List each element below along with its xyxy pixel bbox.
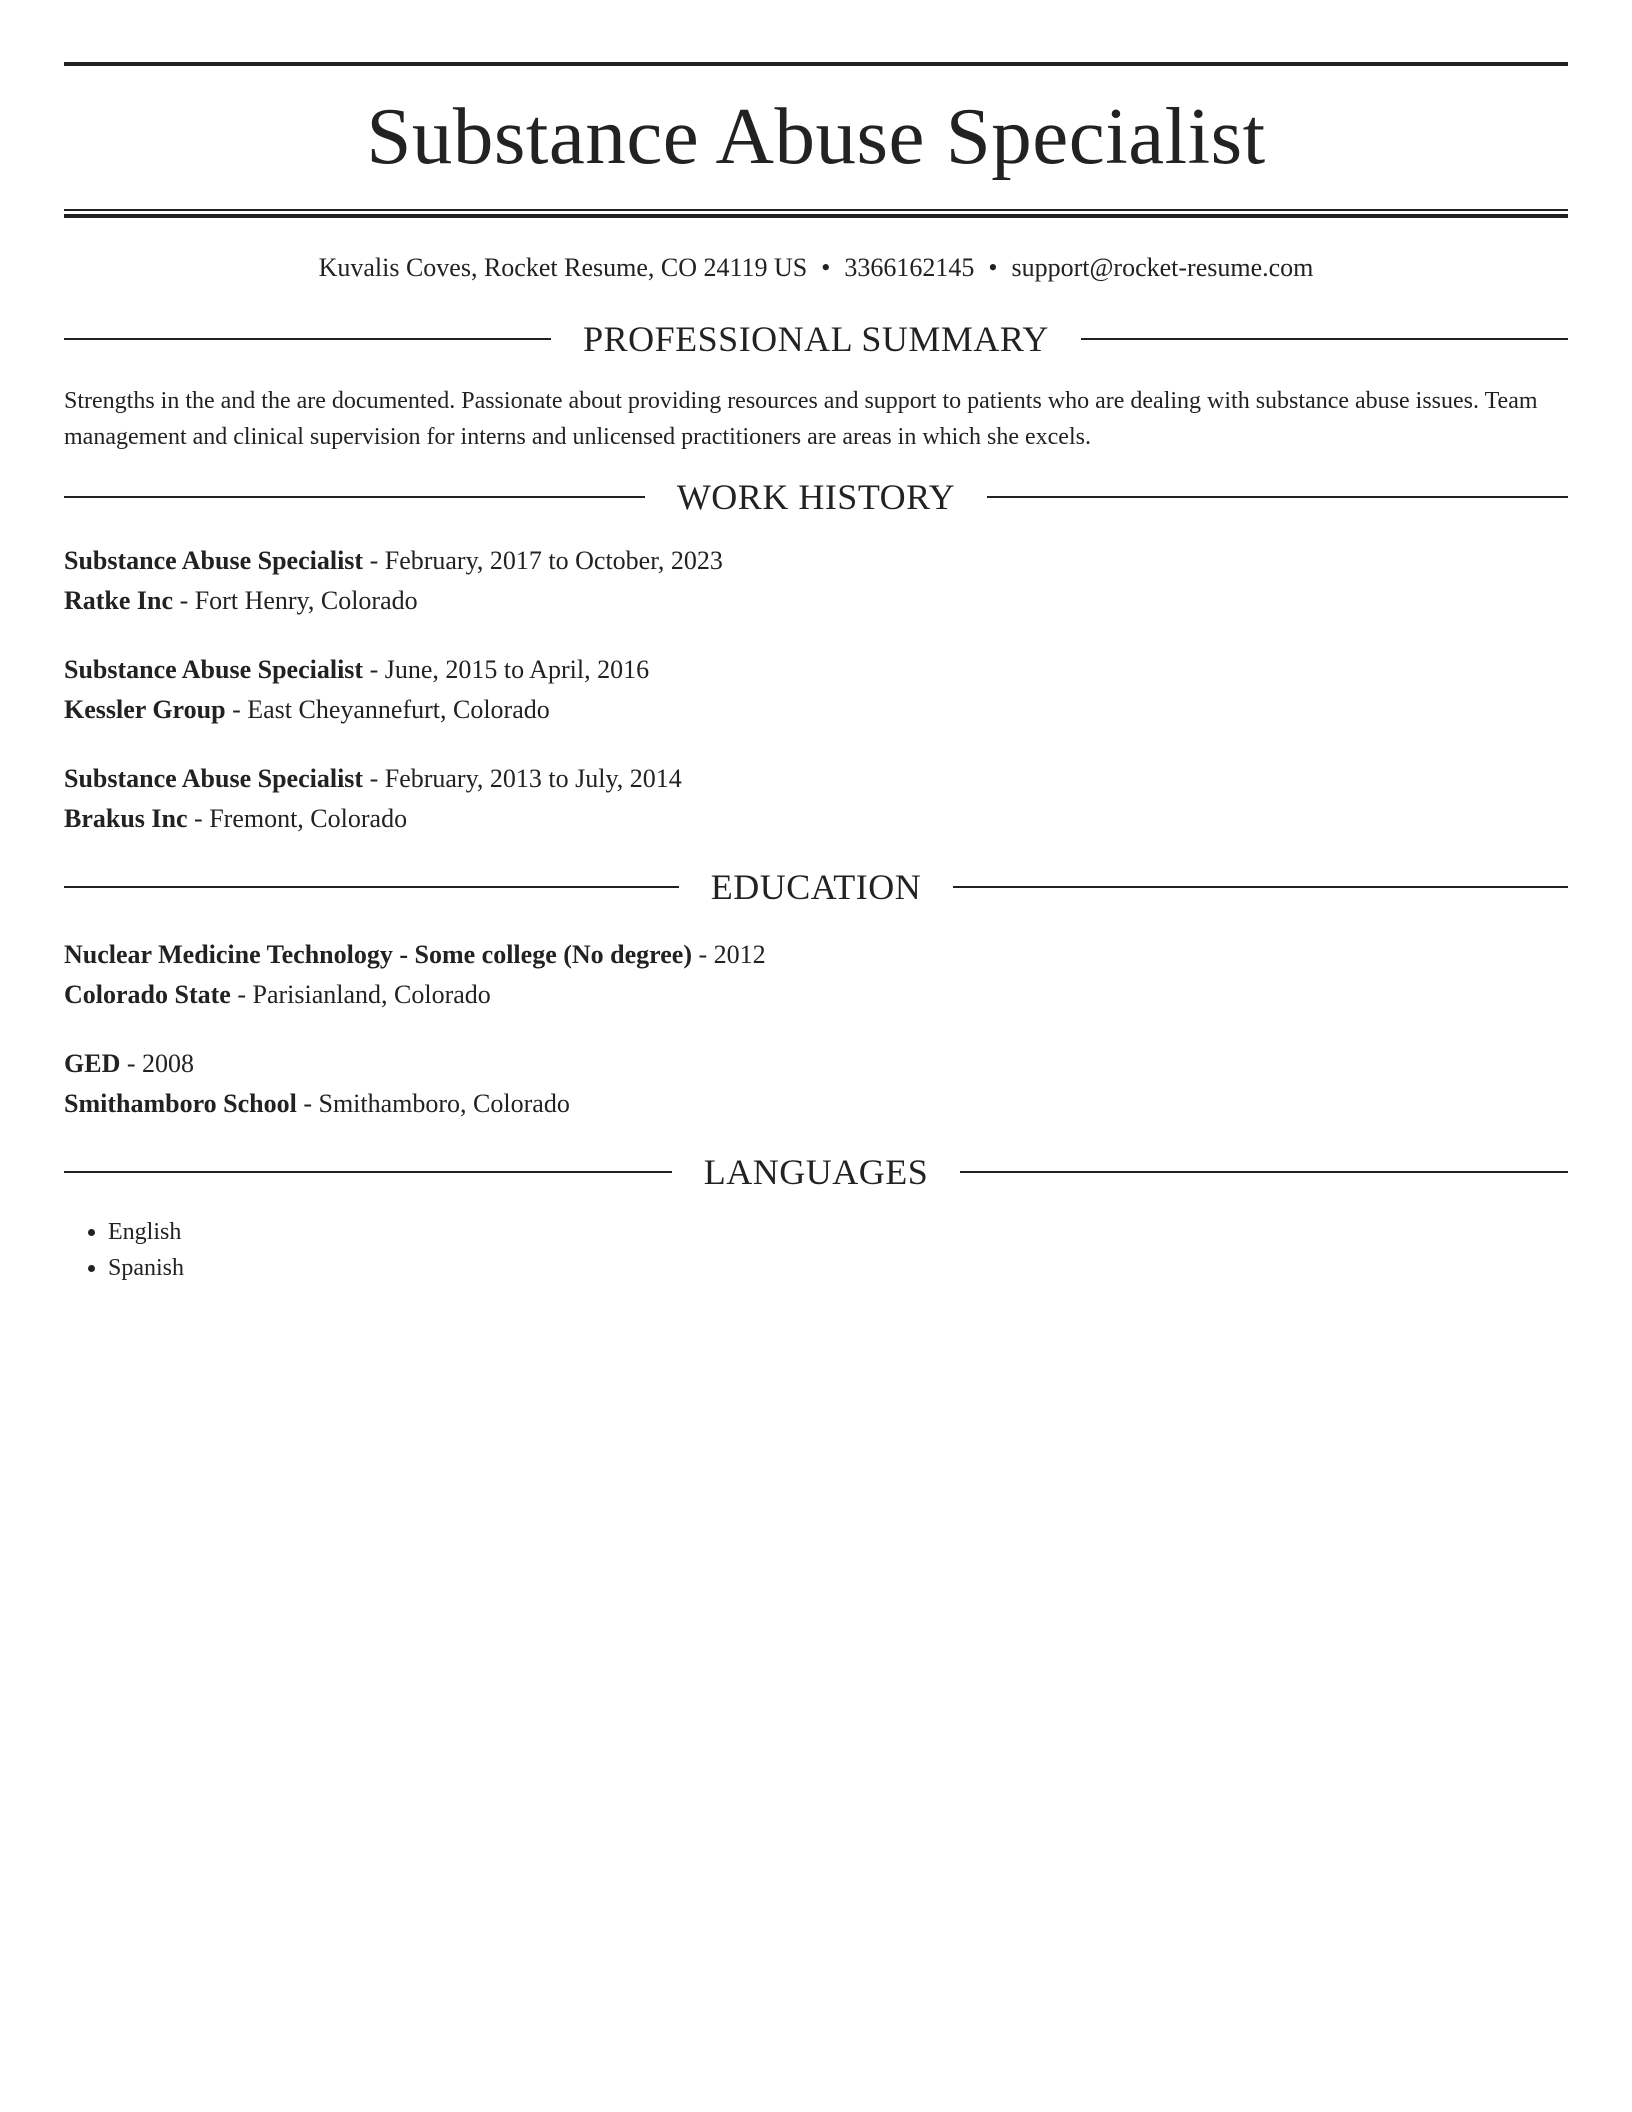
work-dates: - June, 2015 to April, 2016	[363, 655, 650, 685]
education-location: - Smithamboro, Colorado	[296, 1089, 570, 1119]
section-title-education: EDUCATION	[710, 867, 922, 908]
education-school-line	[64, 975, 1568, 1015]
section-title-work: WORK HISTORY	[676, 477, 956, 518]
languages-list	[64, 1214, 1568, 1286]
contact-address: Kuvalis Coves, Rocket Resume, CO 24119 US	[318, 253, 808, 282]
section-header-languages	[64, 1152, 1568, 1193]
education-school-line	[64, 1084, 1568, 1124]
contact-separator: •	[988, 253, 998, 282]
contact-email: support@rocket-resume.com	[1011, 253, 1314, 282]
education-school: Smithamboro School	[64, 1089, 297, 1119]
education-degree: Nuclear Medicine Technology - Some college (No degree)	[64, 940, 692, 970]
education-entry	[64, 935, 1568, 1015]
section-rule-left	[64, 1171, 672, 1173]
section-rule-left	[64, 886, 679, 888]
education-degree-line	[64, 1044, 1568, 1084]
work-role-line	[64, 759, 1568, 799]
work-role-line	[64, 650, 1568, 690]
work-role: Substance Abuse Specialist	[64, 546, 364, 576]
section-header-summary	[64, 319, 1568, 360]
education-year: - 2012	[691, 940, 766, 970]
work-company-line	[64, 690, 1568, 730]
work-company: Kessler Group	[64, 695, 226, 725]
section-title-summary: PROFESSIONAL SUMMARY	[583, 319, 1049, 360]
work-role: Substance Abuse Specialist	[64, 764, 364, 794]
summary-text: Strengths in the and the are documented. Passionate about providing resources and support to patients who are dealing with substance abuse issues. Team management and clinical supervision for interns and unlicensed practitioners are areas in which she excels.	[64, 388, 1538, 451]
work-location: - Fremont, Colorado	[187, 804, 408, 834]
language-item: • English	[108, 1214, 1568, 1250]
work-company: Ratke Inc	[64, 586, 174, 616]
education-location: - Parisianland, Colorado	[230, 980, 491, 1010]
section-rule-right	[987, 496, 1568, 498]
education-entry	[64, 1044, 1568, 1124]
section-rule-right	[960, 1171, 1568, 1173]
resume-title: Substance Abuse Specialist	[366, 91, 1266, 181]
work-company: Brakus Inc	[64, 804, 188, 834]
education-year: - 2008	[120, 1049, 195, 1079]
work-company-line	[64, 581, 1568, 621]
education-school: Colorado State	[64, 980, 231, 1010]
work-role: Substance Abuse Specialist	[64, 655, 364, 685]
work-dates: - February, 2017 to October, 2023	[363, 546, 723, 576]
language-item: • Spanish	[108, 1250, 1568, 1286]
work-role-line	[64, 541, 1568, 581]
contact-line	[64, 252, 1568, 283]
work-entry	[64, 650, 1568, 730]
section-rule-left	[64, 496, 645, 498]
section-header-work	[64, 477, 1568, 518]
work-company-line	[64, 799, 1568, 839]
work-location: - Fort Henry, Colorado	[173, 586, 418, 616]
section-title-languages: LANGUAGES	[703, 1152, 929, 1193]
work-dates: - February, 2013 to July, 2014	[363, 764, 682, 794]
section-header-education	[64, 867, 1568, 908]
title-double-rule	[64, 209, 1568, 218]
education-degree-line	[64, 935, 1568, 975]
section-rule-right	[1081, 338, 1568, 340]
work-location: - East Cheyannefurt, Colorado	[225, 695, 550, 725]
work-entry	[64, 541, 1568, 621]
section-rule-right	[953, 886, 1568, 888]
education-degree: GED	[64, 1049, 121, 1079]
section-rule-left	[64, 338, 551, 340]
work-entry	[64, 759, 1568, 839]
contact-separator: •	[821, 253, 831, 282]
contact-phone: 3366162145	[844, 253, 975, 282]
